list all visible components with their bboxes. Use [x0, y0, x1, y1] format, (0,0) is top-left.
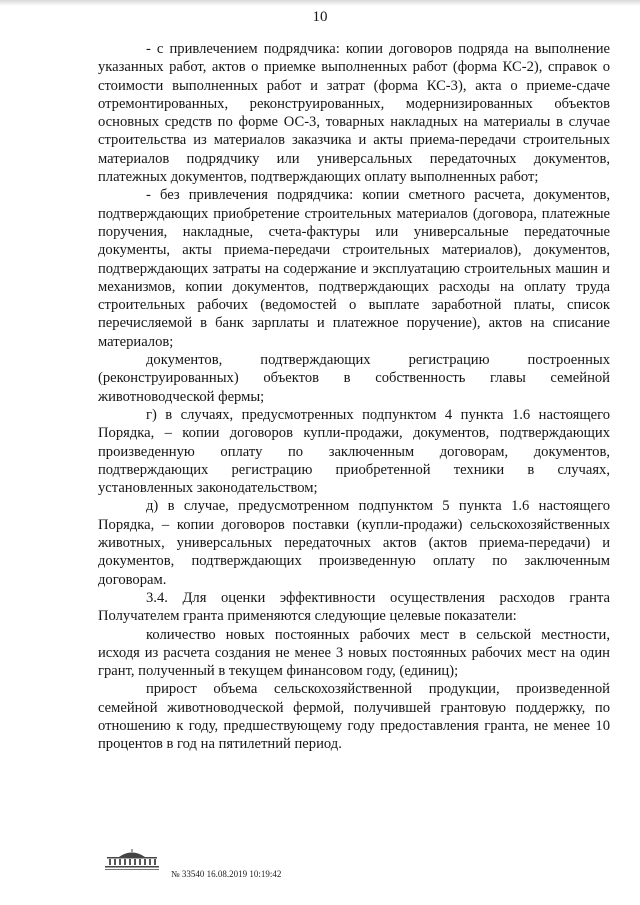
paragraph-registration-documents: документов, подтверждающих регистрацию построенных (реконструированных) объектов в собственность главы семейной животноводческой фермы;: [98, 352, 610, 405]
government-building-logo-icon: [103, 848, 161, 872]
paragraph-subitem-g: г) в случаях, предусмотренных подпунктом 4 пункта 1.6 настоящего Порядка, – копии договоров купли-продажи, документов, подтверждающих произведенную оплату по заключенным договорам, документов, подтверждающих регистрацию приобретенной техники в случаях, установленных законодательством;: [98, 406, 610, 497]
document-body: [98, 40, 610, 754]
paragraph-without-contractor: - без привлечения подрядчика: копии сметного расчета, документов, подтверждающих приобретение строительных материалов (договора, платежные поручения, накладные, счета-фактуры или универсальные передаточные документы, акты приема-передачи строительных материалов), документов, подтверждающих затраты на содержание и эксплуатацию строительных машин и механизмов, копии документов, подтверждающих расходы на оплату труда строительных рабочих (ведомостей о выплате заработной платы, список перечисляемой в банк зарплаты и платежное поручение), актов на списание материалов;: [98, 187, 610, 350]
page-edge: [0, 0, 640, 6]
paragraph-section-3-4: 3.4. Для оценки эффективности осуществления расходов гранта Получателем гранта применяются следующие целевые показатели:: [98, 589, 610, 625]
paragraph-with-contractor: - с привлечением подрядчика: копии договоров подряда на выполнение указанных работ, актов о приемке выполненных работ (форма КС-2), справок о стоимости выполненных работ и затрат (форма КС-3), акта о приеме-сдаче отремонтированных, реконструированных, модернизированных объектов основных средств по форме ОС-3, товарных накладных на материалы в случае строительства из материалов заказчика и акты приема-передачи строительных материалов подрядчику или универсальных передаточных документов, платежных документов, подтверждающих оплату выполненных работ;: [98, 41, 610, 186]
paragraph-subitem-d: д) в случае, предусмотренном подпунктом 5 пункта 1.6 настоящего Порядка, – копии договоров поставки (купли-продажи) сельскохозяйственных животных, универсальных передаточных актов (актов приема-передачи) и документов, подтверждающих произведенную оплату по заключенным договорам.: [98, 498, 610, 588]
paragraph-indicator-production: прирост объема сельскохозяйственной продукции, произведенной семейной животноводческой фермой, получившей грантовую поддержку, по отношению к году, предшествующему году предоставления гранта, не менее 10 процентов в год на пятилетний период.: [98, 681, 610, 753]
page-number: 10: [312, 9, 328, 25]
document-registration-stamp: № 33540 16.08.2019 10:19:42: [171, 869, 282, 879]
paragraph-indicator-jobs: количество новых постоянных рабочих мест в сельской местности, исходя из расчета создания не менее 3 новых постоянных рабочих мест на один грант, полученный в текущем финансовом году, (единиц);: [98, 626, 610, 680]
